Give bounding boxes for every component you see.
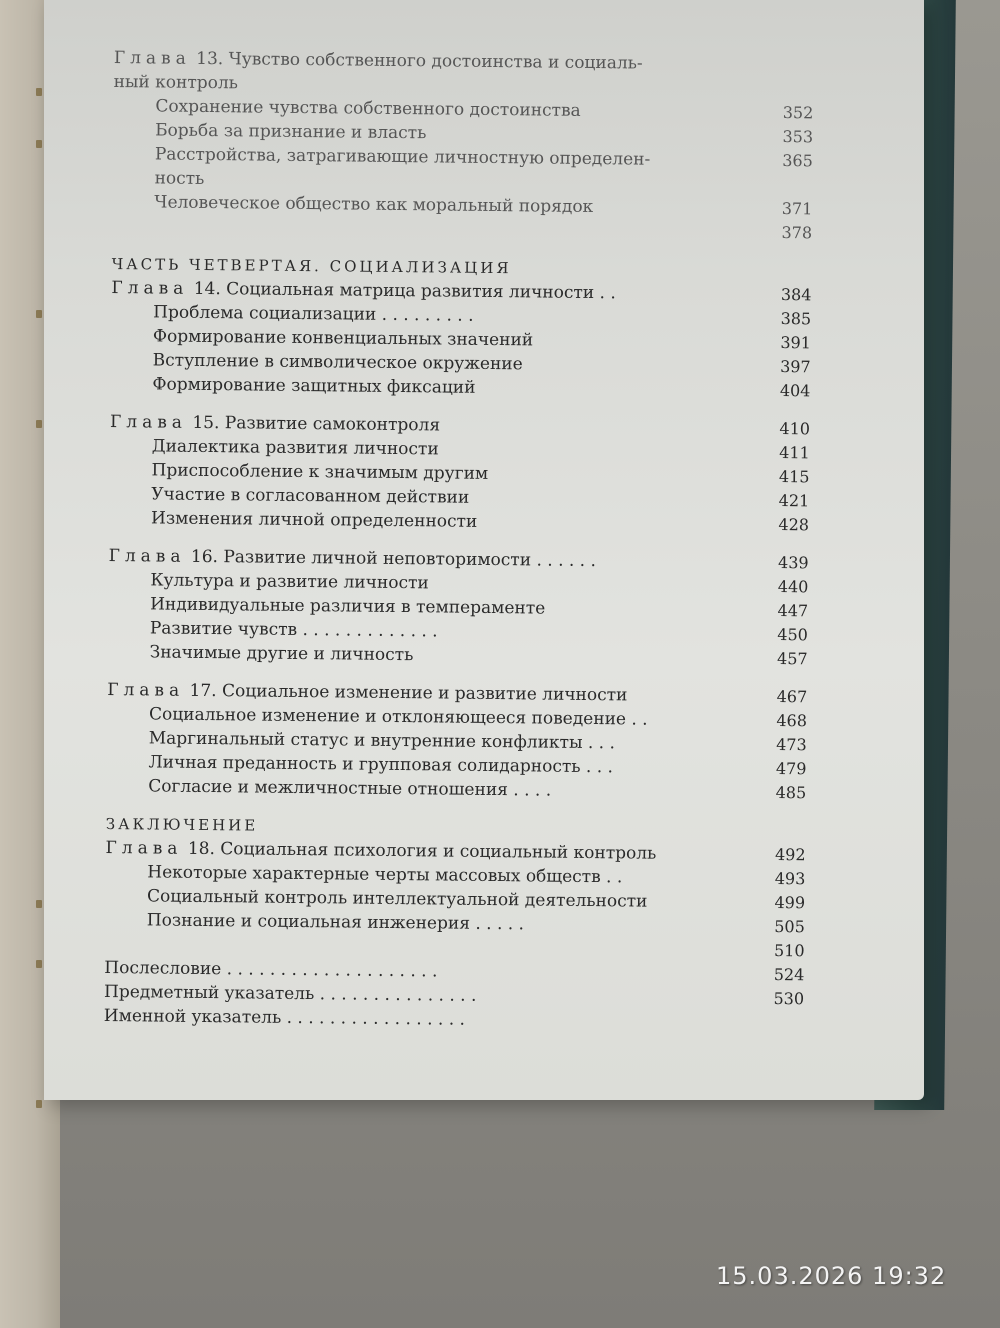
- entry-page: 378: [781, 223, 813, 243]
- spine-mark: [36, 960, 42, 968]
- entry-title: Индивидуальные различия в темпераменте: [150, 594, 546, 619]
- entry-title: Именной указатель . . . . . . . . . . . . . . . . .: [103, 1005, 466, 1030]
- spine-mark: [36, 140, 42, 148]
- entry-page: 353: [782, 127, 814, 147]
- entry-page: 447: [777, 600, 809, 621]
- entry-title: Формирование защитных фиксаций: [152, 374, 476, 398]
- entry-title: Социальный контроль интеллектуальной деятельности: [146, 886, 648, 912]
- chapter-14: [110, 276, 811, 403]
- entry-page: 428: [778, 514, 810, 535]
- entry-title: Предметный указатель . . . . . . . . . . . . . . .: [103, 981, 477, 1006]
- entry-title: Формирование конвенциальных значений: [152, 326, 534, 351]
- entry-title: Диалектика развития личности: [151, 436, 439, 460]
- entry-page: 391: [780, 332, 812, 353]
- entry-title: Человеческое общество как моральный порядок: [154, 192, 594, 218]
- chapter-title: 17. Социальное изменение и развитие личности: [189, 680, 628, 706]
- entry-title: Значимые другие и личность: [149, 642, 414, 666]
- entry-page: 524: [773, 964, 805, 985]
- chapter-label: Глава: [111, 277, 189, 299]
- entry-title: Послесловие . . . . . . . . . . . . . . . . . . . .: [104, 957, 438, 982]
- conclusion-title: ЗАКЛЮЧЕНИЕ: [105, 814, 259, 835]
- chapter-16: [108, 544, 809, 671]
- chapter-label: Глава: [113, 47, 191, 69]
- chapter-label: Глава: [109, 411, 188, 433]
- photo-timestamp: 15.03.2026 19:32: [716, 1262, 947, 1290]
- entry-title: Вступление в символическое окружение: [152, 350, 523, 375]
- entry-page: 468: [776, 710, 808, 731]
- entry-page: 499: [774, 892, 806, 913]
- entry-page: 421: [778, 490, 810, 511]
- entry-page: 415: [778, 466, 810, 487]
- chapter-title: 15. Развитие самоконтроля: [192, 412, 441, 436]
- spine-mark: [36, 900, 42, 908]
- chapter-title: 13. Чувство собственного достоинства и социаль-: [196, 48, 643, 74]
- entry-title: Согласие и межличностные отношения . . . .: [148, 776, 552, 801]
- chapter-17: [106, 678, 807, 805]
- entry-page: 493: [774, 868, 806, 889]
- chapter-label: Глава: [105, 837, 183, 859]
- chapter-label: Глава: [107, 679, 185, 701]
- entry-page: 365: [782, 151, 813, 171]
- entry-title: Борьба за признание и власть: [155, 120, 427, 144]
- entry-title: Личная преданность и групповая солидарность . . .: [148, 752, 614, 778]
- chapter-title: 14. Социальная матрица развития личности . .: [193, 278, 616, 304]
- entry-page: 385: [780, 308, 812, 329]
- chapter-13: [112, 46, 814, 245]
- entry-page: 505: [774, 916, 805, 937]
- entry-page: 440: [777, 576, 809, 597]
- entry-page: 411: [779, 442, 810, 463]
- entry-page: 473: [776, 734, 807, 755]
- entry-title: Расстройства, затрагивающие личностную определен-: [154, 144, 651, 170]
- entry-title: Культура и развитие личности: [150, 570, 429, 594]
- entry-page: 530: [773, 988, 805, 1009]
- entry-page: 397: [780, 356, 811, 377]
- chapter-page: 492: [774, 844, 806, 865]
- entry-page: 450: [777, 624, 808, 645]
- chapter-page: 439: [777, 552, 809, 573]
- entry-page: 404: [779, 380, 811, 401]
- chapter-18: [104, 836, 805, 963]
- entry-page: 510: [773, 940, 805, 961]
- entry-page: 479: [775, 758, 807, 779]
- spine-mark: [36, 420, 42, 428]
- entry-page: 457: [776, 648, 808, 669]
- chapter-page: 467: [776, 686, 808, 707]
- entry-title: Социальное изменение и отклоняющееся поведение . .: [148, 704, 648, 730]
- entry-title: ность: [154, 168, 205, 189]
- entry-title: Изменения личной определенности: [150, 508, 478, 532]
- entry-title: Проблема социализации . . . . . . . . .: [153, 302, 474, 326]
- entry-title: Некоторые характерные черты массовых обществ . .: [147, 862, 623, 888]
- spine-mark: [36, 1100, 42, 1108]
- spine-mark: [36, 310, 42, 318]
- entry-title: Развитие чувств . . . . . . . . . . . . .: [149, 618, 438, 642]
- book-page: [44, 0, 924, 1100]
- chapter-title: 18. Социальная психология и социальный контроль: [187, 838, 657, 864]
- chapter-title: 16. Развитие личной неповторимости . . . . . .: [190, 546, 597, 572]
- chapter-page: 384: [780, 284, 812, 305]
- chapter-15: [109, 410, 810, 537]
- chapter-label: Глава: [108, 545, 186, 567]
- entry-title: Маргинальный статус и внутренние конфликты . . .: [148, 728, 616, 754]
- entry-title: Познание и социальная инженерия . . . . .: [146, 910, 525, 935]
- entry-page: 371: [781, 199, 813, 219]
- entry-title: Сохранение чувства собственного достоинства: [155, 96, 581, 121]
- back-matter: [104, 956, 805, 1035]
- table-of-contents: [104, 46, 814, 1035]
- entry-title: Приспособление к значимым другим: [151, 460, 489, 484]
- entry-page: 352: [782, 103, 814, 123]
- entry-page: 485: [775, 782, 807, 803]
- spine-mark: [36, 88, 42, 96]
- part-title: ЧАСТЬ ЧЕТВЕРТАЯ. СОЦИАЛИЗАЦИЯ: [111, 254, 512, 278]
- chapter-title-cont: ный контроль: [113, 71, 239, 94]
- chapter-page: 410: [779, 418, 811, 439]
- entry-title: Участие в согласованном действии: [151, 484, 470, 508]
